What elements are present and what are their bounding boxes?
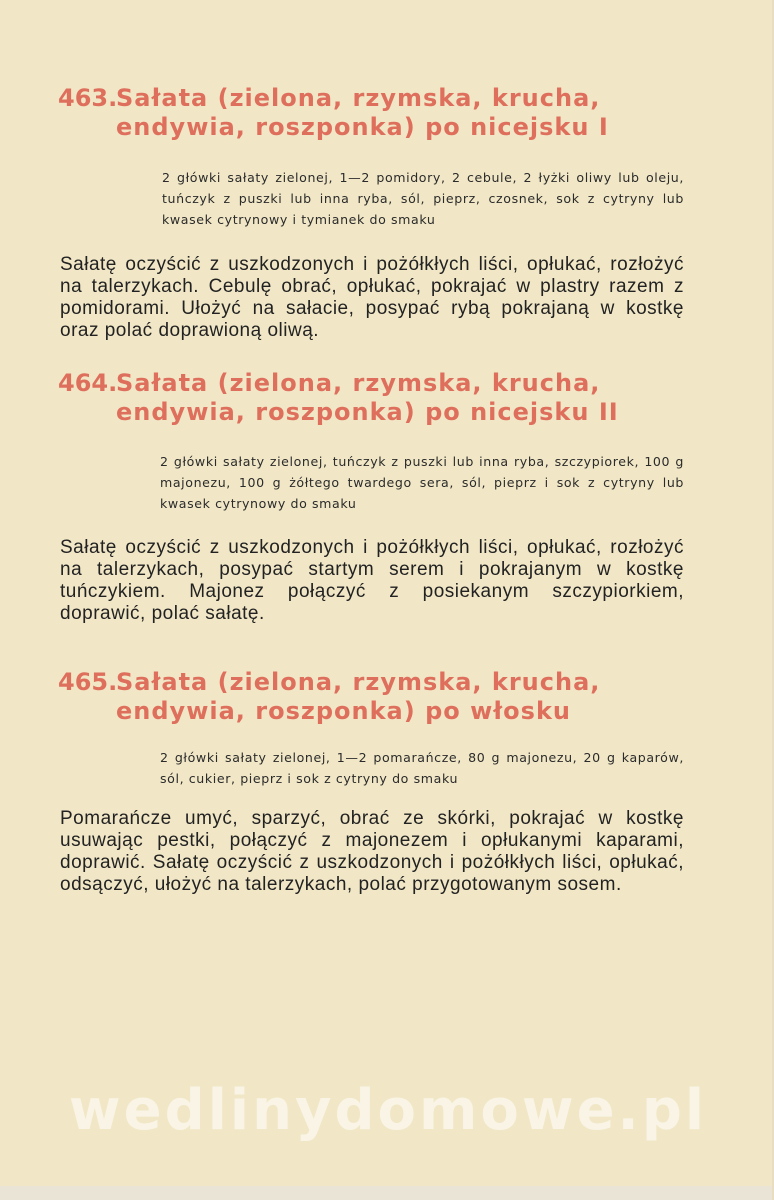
ingredients-list: 2 główki sałaty zielonej, 1—2 pomidory, 2 cebule, 2 łyżki oliwy lub oleju, tuńczyk z puszki lub inna ryba, sól, pieprz, czosnek, sok z cytryny lub kwasek cytrynowy i tymianek do smaku xyxy=(162,170,684,227)
recipe-title-line2: endywia, roszponka) po włosku xyxy=(116,697,571,725)
ingredients-list: 2 główki sałaty zielonej, 1—2 pomarańcze, 80 g majonezu, 20 g kaparów, sól, cukier, pieprz i sok z cytryny do smaku xyxy=(160,750,684,786)
watermark: wedlinydomowe.pl xyxy=(68,1078,708,1143)
recipe-number: 464. xyxy=(58,369,118,397)
recipe-number: 463. xyxy=(58,84,118,112)
recipe-title-line2: endywia, roszponka) po nicejsku I xyxy=(116,113,609,141)
method-text: Pomarańcze umyć, sparzyć, obrać ze skórki, pokrajać w kostkę usuwając pestki, połączyć z majonezem i opłukanymi kaparami, doprawić. Sałatę oczyścić z uszkodzonych i pożółkłych liści, opłukać, odsączyć, ułożyć na talerzykach, polać przygotowanym sosem. xyxy=(60,808,684,895)
method-text: Sałatę oczyścić z uszkodzonych i pożółkłych liści, opłukać, rozłożyć na talerzykach, posypać startym serem i pokrajanym w kostkę tuńczykiem. Majonez połączyć z posiekanym szczypiorkiem, doprawić, polać sałatę. xyxy=(60,537,684,624)
recipe-number: 465. xyxy=(58,668,118,696)
method-text: Sałatę oczyścić z uszkodzonych i pożółkłych liści, opłukać, rozłożyć na talerzykach. Cebulę obrać, opłukać, pokrajać w plastry razem z pomidorami. Ułożyć na sałacie, posypać rybą pokrajaną w kostkę oraz polać doprawioną oliwą. xyxy=(60,254,684,341)
recipe-title xyxy=(58,369,658,427)
page-bottom-edge xyxy=(0,1186,772,1200)
recipe-title-line2: endywia, roszponka) po nicejsku II xyxy=(116,398,619,426)
recipe-title-line1: Sałata (zielona, rzymska, krucha, xyxy=(116,369,601,397)
recipe-title xyxy=(58,668,658,726)
recipe-title-line1: Sałata (zielona, rzymska, krucha, xyxy=(116,668,601,696)
recipe-title xyxy=(58,84,658,142)
ingredients-list: 2 główki sałaty zielonej, tuńczyk z puszki lub inna ryba, szczypiorek, 100 g majonezu, 100 g żółtego twardego sera, sól, pieprz i sok z cytryny lub kwasek cytrynowy do smaku xyxy=(160,454,684,511)
recipe-title-line1: Sałata (zielona, rzymska, krucha, xyxy=(116,84,601,112)
